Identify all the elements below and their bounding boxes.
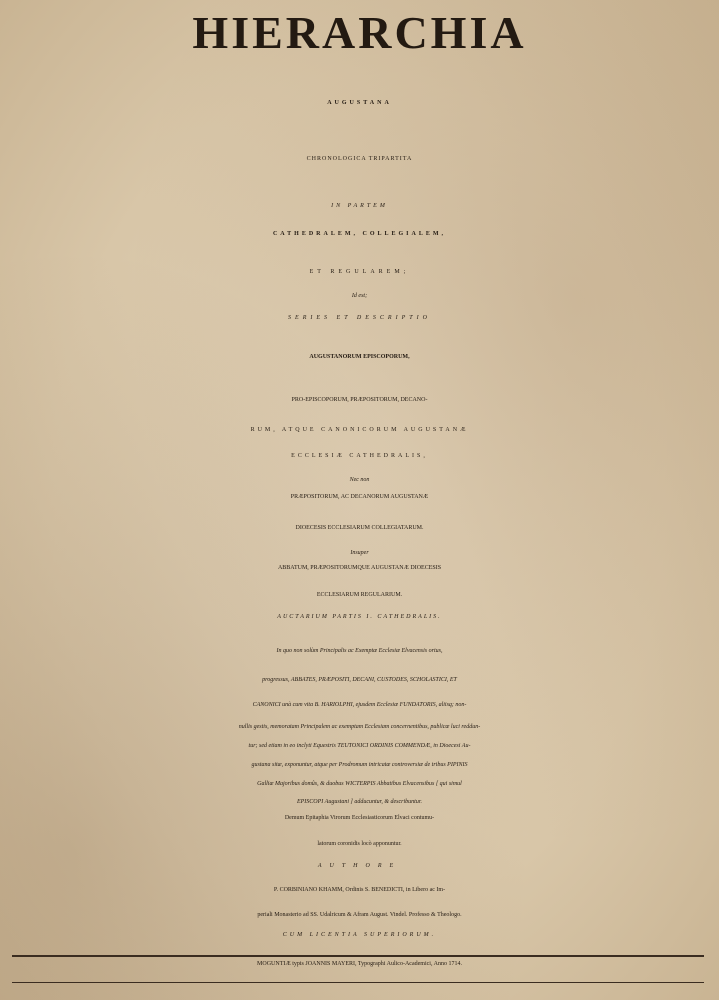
title-nec-non: Nec non <box>349 477 370 483</box>
licence-line: CUM LICENTIA SUPERIORUM. <box>282 932 437 938</box>
title-dioecesis: DIOECESIS ECCLESIARUM COLLEGIATARUM. <box>295 525 424 531</box>
epitaph-line-1: Demum Epitaphia Virorum Ecclesiasticorum Elvaci contumu- <box>284 815 435 821</box>
auctarium-line-7: Galliæ Majoribus domûs, & duobus WICTERPIS Abbatibus Elvacensibus [ qui simul <box>257 781 462 787</box>
auctarium-line-2: progressus, ABBATES, PRÆPOSITI, DECANI, CUSTODES, SCHOLASTICI, ET <box>262 677 457 683</box>
imprint-line: MOGUNTIÆ typis JOANNIS MAYERI, Typographi Aulico-Academici, Anno 1714. <box>257 961 462 967</box>
title-augustanorum: AUGUSTANORUM EPISCOPORUM, <box>309 354 410 360</box>
auctarium-line-6: gustana sitæ, exponuntur, atque per Prodromum intricatæ controversiæ de tribus PIPINIS <box>251 762 468 768</box>
title-chronologica: CHRONOLOGICA TRIPARTITA <box>306 156 413 162</box>
title-series: SERIES ET DESCRIPTIO <box>288 315 431 321</box>
title-atque-canonicorum: RUM, ATQUE CANONICORUM AUGUSTANÆ <box>250 427 469 433</box>
title-regularium: ECCLESIARUM REGULARIUM. <box>316 592 403 598</box>
title-cathedralem: CATHEDRALEM, COLLEGIALEM, <box>272 231 447 237</box>
title-abbatum: ABBATUM, PRÆPOSITORUMQUE AUGUSTANÆ DIOECESIS <box>277 565 442 571</box>
auctarium-heading: AUCTARIUM PARTIS I. CATHEDRALIS. <box>277 614 442 620</box>
epitaph-line-2: latorum coronidis locò apponuntur. <box>317 841 402 847</box>
main-title: HIERARCHIA <box>192 7 527 58</box>
author-line-2: periali Monasterio ad SS. Udalricum & Afram August. Vindel. Professo & Theologo. <box>257 912 462 918</box>
auctarium-line-8: EPISCOPI Augustani ] adducuntur, & describuntur. <box>296 799 423 805</box>
title-ecclesiae: ECCLESIÆ CATHEDRALIS, <box>291 453 428 459</box>
auctarium-line-4: nullis gestis, memoratam Principalem ac exemptam Ecclesiam concernentibus, publicæ luci reddun- <box>238 724 481 730</box>
auctarium-line-5: tur; sed etiam in eo inclyti Equestris TEUTONICI ORDINIS COMMENDÆ, in Dioecesi Au- <box>248 743 471 749</box>
title-pro-episcoporum: PRO-EPISCOPORUM, PRÆPOSITORUM, DECANO- <box>291 397 428 403</box>
title-praepositorum: PRÆPOSITORUM, AC DECANORUM AUGUSTANÆ <box>290 494 429 500</box>
title-regularem: ET REGULAREM; <box>309 269 410 275</box>
imprint-rule-top <box>12 955 704 957</box>
title-id-est: Id est; <box>351 293 368 299</box>
author-heading: AUTHORE <box>317 863 402 869</box>
title-in-partem: IN PARTEM <box>331 203 388 209</box>
author-line-1: P. CORBINIANO KHAMM, Ordinis S. BENEDICTI, in Libero ac Im- <box>273 887 446 893</box>
title-insuper: Insuper <box>350 550 369 556</box>
auctarium-line-3: CANONICI unà cum vita B. HARIOLPHI, ejusdem Ecclesiæ FUNDATORIS, aliisq; non- <box>252 702 467 708</box>
imprint-rule-bottom <box>12 982 704 983</box>
auctarium-line-1: In quo non solùm Principalis ac Exemptæ Ecclesiæ Elvacensis ortus, <box>276 648 443 654</box>
title-augustana: AUGUSTANA <box>327 100 392 106</box>
